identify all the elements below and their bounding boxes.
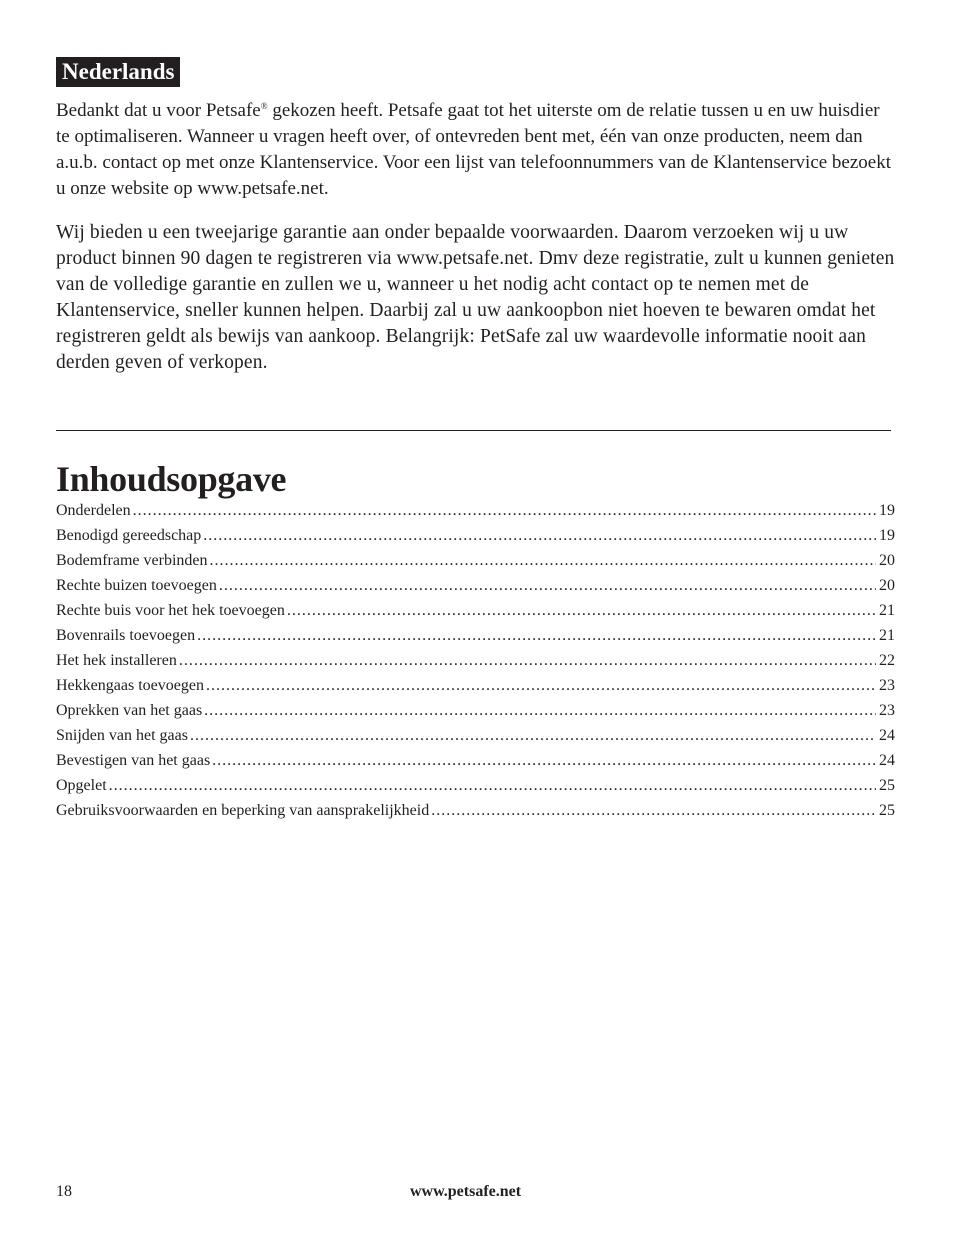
toc-entry-page: 23 bbox=[879, 677, 895, 694]
toc-leader-dots bbox=[197, 623, 876, 648]
toc-leader-dots bbox=[219, 573, 876, 598]
toc-entry-page: 22 bbox=[879, 652, 895, 669]
toc-entry-label: Oprekken van het gaas bbox=[56, 702, 203, 719]
toc-entry-page: 19 bbox=[879, 527, 895, 544]
toc-leader-dots bbox=[431, 798, 876, 823]
toc-entry[interactable] bbox=[56, 798, 895, 823]
toc-entry[interactable] bbox=[56, 648, 895, 673]
registered-mark: ® bbox=[260, 101, 268, 111]
toc-entry-page: 24 bbox=[879, 752, 895, 769]
toc-entry[interactable] bbox=[56, 698, 895, 723]
toc-entry-page: 23 bbox=[879, 702, 895, 719]
guarantee-paragraph: Wij bieden u een tweejarige garantie aan onder bepaalde voorwaarden. Daarom verzoeken wij u uw product binnen 90 dagen te registreren via www.petsafe.net. Dmv deze registratie, zult u kunnen genieten van de volledige garantie en zullen we u, wanneer u het nodig acht contact op te nemen met de Klantenservice, sneller kunnen helpen. Daarbij zal u uw aankoopbon niet hoeven te bewaren omdat het registreren geldt als bewijs van aankoop. Belangrijk: PetSafe zal uw waardevolle informatie nooit aan derden geven of verkopen. bbox=[56, 222, 895, 373]
toc-entry-label: Gebruiksvoorwaarden en beperking van aansprakelijkheid bbox=[56, 802, 430, 819]
toc-entry-page: 25 bbox=[879, 777, 895, 794]
toc-entry-label: Het hek installeren bbox=[56, 652, 177, 669]
toc-leader-dots bbox=[203, 523, 876, 548]
toc-entry-page: 20 bbox=[879, 577, 895, 594]
toc-entry[interactable] bbox=[56, 773, 895, 798]
section-divider bbox=[56, 430, 891, 431]
toc-entry-label: Bevestigen van het gaas bbox=[56, 752, 211, 769]
toc-entry-label: Rechte buizen toevoegen bbox=[56, 577, 217, 594]
toc-leader-dots bbox=[190, 723, 876, 748]
toc-entry-page: 19 bbox=[879, 502, 895, 519]
toc-entry[interactable] bbox=[56, 498, 895, 523]
toc-entry[interactable] bbox=[56, 748, 895, 773]
footer-page-number: 18 bbox=[56, 1183, 72, 1200]
toc-entry[interactable] bbox=[56, 673, 895, 698]
toc-entry-label: Hekkengaas toevoegen bbox=[56, 677, 204, 694]
toc-entry-label: Rechte buis voor het hek toevoegen bbox=[56, 602, 285, 619]
footer-website-url: www.petsafe.net bbox=[410, 1183, 522, 1200]
toc-leader-dots bbox=[109, 773, 876, 798]
toc-entry-label: Bovenrails toevoegen bbox=[56, 627, 196, 644]
toc-entry-page: 24 bbox=[879, 727, 895, 744]
toc-entry[interactable] bbox=[56, 573, 895, 598]
toc-entry-label: Benodigd gereedschap bbox=[56, 527, 202, 544]
intro-text-start: Bedankt dat u voor Petsafe bbox=[56, 100, 261, 121]
toc-leader-dots bbox=[206, 673, 876, 698]
toc-leader-dots bbox=[179, 648, 876, 673]
intro-text-end: gekozen heeft. Petsafe gaat tot het uiterste om de relatie tussen u en uw huisdier te optimaliseren. Wanneer u vragen heeft over, of ontevreden bent met, één van onze producten, neem dan a.u.b. contact op met onze Klantenservice. Voor een lijst van telefoonnummers van de Klantenservice bezoekt u onze website op www.petsafe.net. bbox=[56, 100, 892, 199]
toc-entry-label: Bodemframe verbinden bbox=[56, 552, 208, 569]
toc-leader-dots bbox=[204, 698, 876, 723]
toc-entry-label: Opgelet bbox=[56, 777, 107, 794]
toc-entry-page: 20 bbox=[879, 552, 895, 569]
toc-entry-page: 21 bbox=[879, 602, 895, 619]
toc-entry[interactable] bbox=[56, 623, 895, 648]
toc-entry[interactable] bbox=[56, 723, 895, 748]
toc-entry-label: Onderdelen bbox=[56, 502, 131, 519]
language-badge: Nederlands bbox=[56, 57, 180, 87]
toc-entry[interactable] bbox=[56, 523, 895, 548]
intro-paragraph bbox=[56, 93, 896, 202]
toc-leader-dots bbox=[212, 748, 876, 773]
toc-entry[interactable] bbox=[56, 548, 895, 573]
toc-title: Inhoudsopgave bbox=[56, 459, 287, 499]
toc-entry-label: Snijden van het gaas bbox=[56, 727, 188, 744]
table-of-contents bbox=[56, 498, 895, 823]
toc-entry-page: 25 bbox=[879, 802, 895, 819]
toc-leader-dots bbox=[210, 548, 877, 573]
toc-leader-dots bbox=[287, 598, 876, 623]
toc-entry-page: 21 bbox=[879, 627, 895, 644]
toc-entry[interactable] bbox=[56, 598, 895, 623]
toc-leader-dots bbox=[133, 498, 876, 523]
